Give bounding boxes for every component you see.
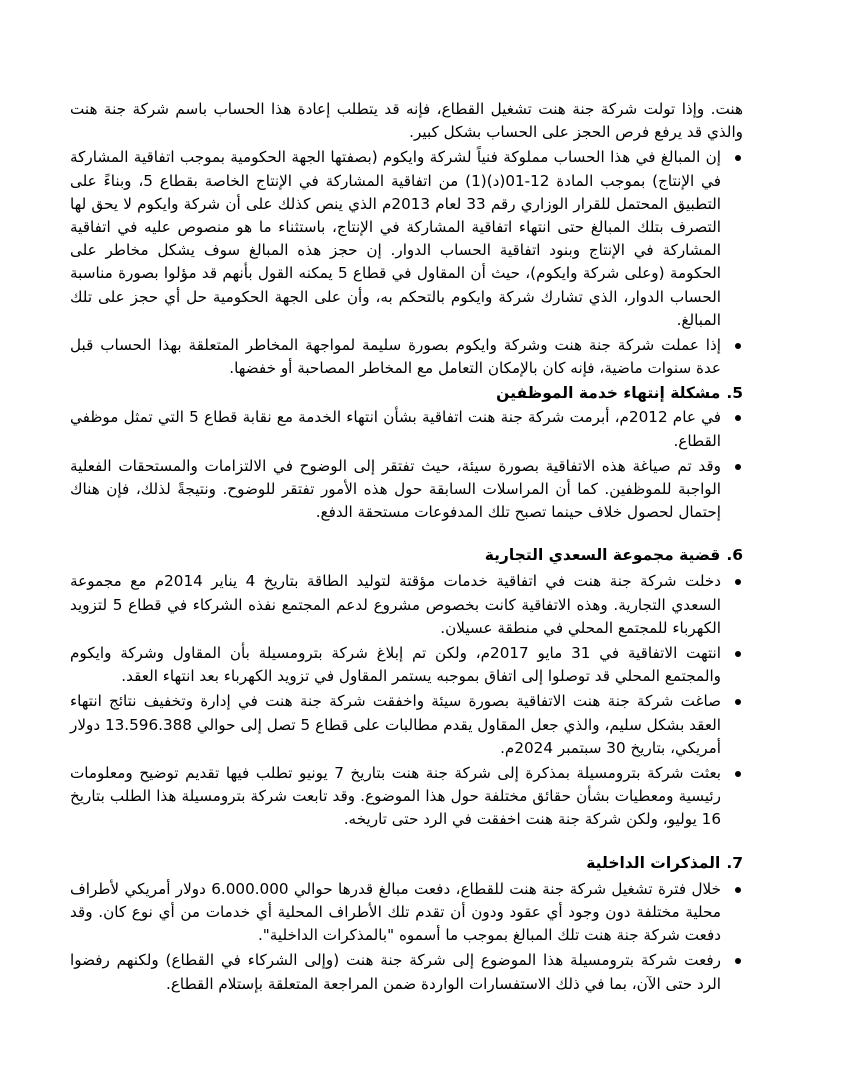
bullet-icon [735, 464, 741, 470]
list-item-text: وقد تم صياغة هذه الاتفاقية بصورة سيئة، حيث تفتقر إلى الوضوح في الالتزامات والمستحقات الفعلية الواجبة للموظفين. كما أن المراسلات السابقة حول هذه الأمور تفتقر للوضوح. ونتيجةً لذلك، فإن هناك إحتمال لحصول خلاف حينما تصبح تلك المدفوعات مستحقة الدفع. [70, 456, 721, 522]
section-6-heading [70, 544, 743, 566]
list-item-text: في عام 2012م، أبرمت شركة جنة هنت اتفاقية بشأن انتهاء الخدمة مع نقابة قطاع 5 التي تمثل موظفي القطاع. [70, 408, 722, 450]
list-item-text: بعثت شركة بترومسيلة بمذكرة إلى شركة جنة هنت بتاريخ 7 يونيو تطلب فيها تقديم توضيح ومعلومات رئيسية ومعطيات بشأن حقائق مختلفة حول هذا الموضوع. وقد تابعت شركة بترومسيلة هذا الطلب بتاريخ 16 يوليو، ولكن شركة جنة هنت اخفقت في الرد حتى تاريخه. [70, 764, 721, 829]
list-item-text: إذا عملت شركة جنة هنت وشركة وايكوم بصورة سليمة لمواجهة المخاطر المتعلقة بهذا الحساب قبل عدة سنوات ماضية، فإنه كان بالإمكان التعامل مع المخاطر المصاحبة أو خفضها. [70, 336, 721, 378]
list-item [70, 455, 743, 525]
section-7-bullet-list [70, 878, 743, 996]
list-item [70, 570, 743, 640]
list-item [70, 762, 743, 832]
section-number: 5. [726, 384, 743, 403]
section-5-bullet-list [70, 406, 743, 524]
list-item-text: دخلت شركة جنة هنت في اتفاقية خدمات مؤقتة لتوليد الطاقة بتاريخ 4 يناير 2014م مع مجموعة السعدي التجارية. وهذه الاتفاقية كانت بخصوص مشروع لدعم المجتمع نفذه الشركاء في قطاع 5 لتزويد الكهرباء للمجتمع المحلي في منطقة عسيلان. [70, 572, 721, 637]
list-item [70, 334, 743, 380]
bullet-icon [735, 579, 741, 585]
bullet-icon [735, 155, 741, 161]
section-6-bullet-list [70, 570, 743, 831]
list-item-text: صاغت شركة جنة هنت الاتفاقية بصورة سيئة واخفقت شركة جنة هنت في إدارة وتخفيف نتائج انتهاء العقد بشكل سليم، والذي جعل المقاول يقدم مطالبات على قطاع 5 تصل إلى حوالي 13.596.388 دولار أمريكي، بتاريخ 30 سبتمبر 2024م. [70, 692, 722, 757]
intro-paragraph: هنت. وإذا تولت شركة جنة هنت تشغيل القطاع، فإنه قد يتطلب إعادة هذا الحساب باسم شركة جنة هنت والذي قد يرفع فرص الحجز على الحساب بشكل كبير. [70, 100, 743, 142]
list-item-text: انتهت الاتفاقية في 31 مايو 2017م، ولكن تم إبلاغ شركة بترومسيلة بأن المقاول وشركة وايكوم والمجتمع المحلي قد توصلوا إلى اتفاق بموجبه يستمر المقاول في تزويد الكهرباء بعد انتهاء العقد. [70, 644, 721, 686]
bullet-icon [735, 771, 741, 777]
list-item-text: رفعت شركة بترومسيلة هذا الموضوع إلى شركة جنة هنت (وإلى الشركاء في القطاع) ولكنهم رفضوا الرد حتى الآن، بما في ذلك الاستفسارات الواردة ضمن المراجعة المتعلقة بإستلام القطاع. [70, 951, 721, 993]
section-number: 6. [726, 546, 743, 565]
top-bullet-list [70, 146, 743, 380]
section-title: قضية مجموعة السعدي التجارية [484, 546, 721, 565]
list-item [70, 878, 743, 948]
bullet-icon [735, 651, 741, 657]
bullet-icon [735, 343, 741, 349]
section-number: 7. [726, 853, 743, 872]
bullet-icon [735, 415, 741, 421]
section-title: المذكرات الداخلية [586, 853, 721, 872]
section-7-heading [70, 852, 743, 874]
bullet-icon [735, 887, 741, 893]
section-title: مشكلة إنتهاء خدمة الموظفين [496, 384, 721, 403]
list-item [70, 949, 743, 995]
section-5-heading [70, 382, 743, 404]
list-item [70, 406, 743, 452]
list-item-text: إن المبالغ في هذا الحساب مملوكة فنياً لشركة وايكوم (بصفتها الجهة الحكومية بموجب اتفاقية المشاركة في الإنتاج) بموجب المادة 12-01(د)(1) من اتفاقية المشاركة في الإنتاج الخاصة بقطاع 5، وبناءً على التطبيق المحتمل للقرار الوزاري رقم 33 لعام 2013م الذي ينص كذلك على أن شركة وايكوم لا يحق لها التصرف بتلك المبالغ حتى انتهاء اتفاقية المشاركة في الإنتاج، باستثناء ما هو منصوص عليه في اتفاقية المشاركة في الإنتاج وبنود اتفاقية الحساب الدوار. إن حجز هذه المبالغ سوف يشكل مخاطر على الحكومة (وعلى شركة وايكوم)، حيث أن المقاول في قطاع 5 يمكنه القول بأنهم قد مؤلوا بصورة مناسبة الحساب الدوار، الذي تشارك شركة وايكوم بالتحكم به، وأن على الجهة الحكومية حل أي حجز على تلك المبالغ. [70, 148, 721, 329]
list-item [70, 146, 743, 332]
list-item-text: خلال فترة تشغيل شركة جنة هنت للقطاع، دفعت مبالغ قدرها حوالي 6.000.000 دولار أمريكي لأطراف محلية مختلفة دون وجود أي عقود ودون أن تقدم تلك الأطراف المحلية أي خدمات من أي نوع كان. وقد دفعت شركة جنة هنت تلك المبالغ بموجب ما أسموه "بالمذكرات الداخلية". [70, 879, 721, 945]
bullet-icon [735, 699, 741, 705]
list-item [70, 642, 743, 688]
bullet-icon [735, 958, 741, 964]
list-item [70, 690, 743, 760]
